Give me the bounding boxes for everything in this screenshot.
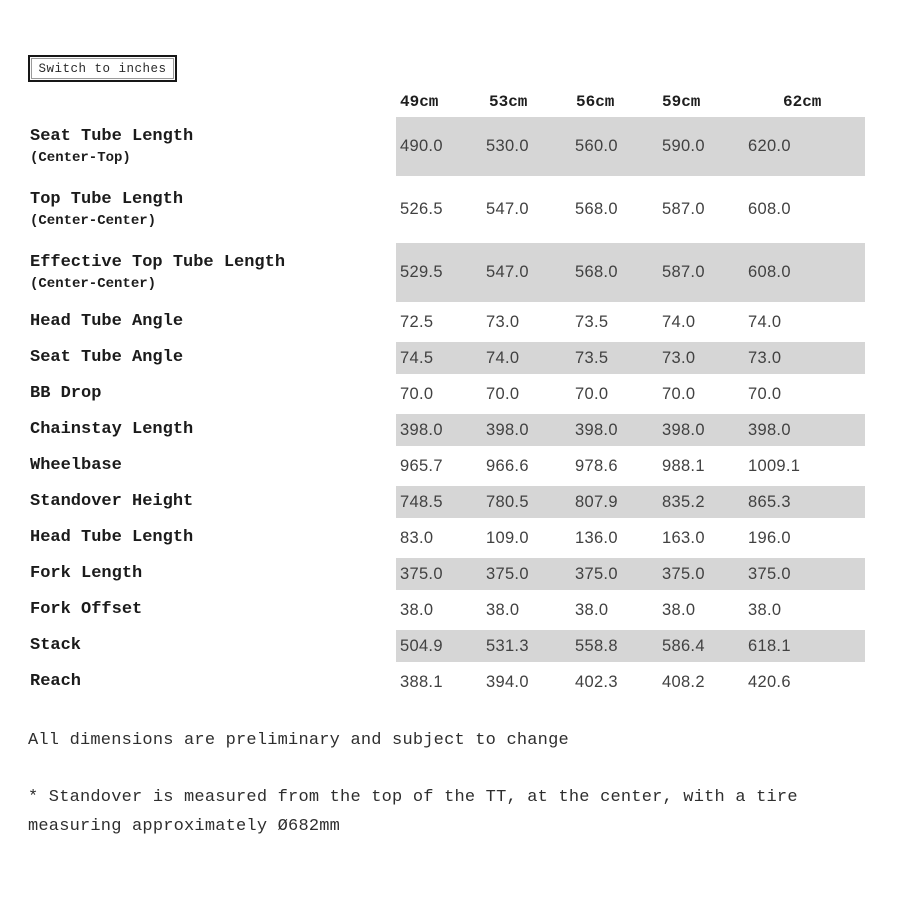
measurement-value: 398.0 [575, 420, 618, 439]
values-strip [396, 180, 865, 239]
table-row [28, 592, 865, 628]
measurement-value: 587.0 [662, 263, 705, 281]
table-row [28, 448, 865, 484]
measurement-value: 375.0 [400, 564, 443, 583]
measurement-label-cell [28, 412, 396, 448]
size-column-header: 62cm [783, 93, 822, 111]
measurement-value: 70.0 [575, 384, 609, 403]
measurement-value: 163.0 [662, 528, 705, 547]
values-strip [396, 117, 865, 176]
measurement-value: 547.0 [486, 200, 529, 218]
table-row [28, 520, 865, 556]
measurement-label-cell [28, 178, 396, 241]
measurement-value: 74.0 [486, 348, 520, 367]
measurement-sublabel: (Center-Center) [30, 212, 157, 229]
measurement-value: 531.3 [486, 636, 529, 655]
values-strip [396, 243, 865, 302]
measurement-label: BB Drop [30, 384, 102, 403]
disclaimer-text: All dimensions are preliminary and subject to change [28, 731, 569, 750]
measurement-value: 74.5 [400, 348, 434, 367]
measurement-value: 70.0 [748, 384, 782, 403]
measurement-value: 620.0 [748, 137, 791, 155]
measurement-value: 590.0 [662, 137, 705, 155]
measurement-value: 530.0 [486, 137, 529, 155]
measurement-label: Seat Tube Angle [30, 348, 184, 367]
measurement-value: 608.0 [748, 263, 791, 281]
measurement-value: 835.2 [662, 492, 705, 511]
measurement-label-cell [28, 304, 396, 340]
measurement-value: 618.1 [748, 636, 791, 655]
table-row [28, 376, 865, 412]
measurement-label-cell [28, 628, 396, 664]
measurement-value: 398.0 [662, 420, 705, 439]
measurement-value: 988.1 [662, 456, 705, 475]
measurement-value: 865.3 [748, 492, 791, 511]
measurement-sublabel: (Center-Top) [30, 149, 131, 166]
measurement-label: Standover Height [30, 492, 194, 511]
measurement-value: 73.5 [575, 348, 609, 367]
measurement-value: 38.0 [400, 600, 434, 619]
values-strip [396, 630, 865, 662]
measurement-label: Stack [30, 636, 82, 655]
measurement-label: Fork Length [30, 564, 143, 583]
values-strip [396, 378, 865, 410]
values-strip [396, 594, 865, 626]
measurement-label-cell [28, 241, 396, 304]
measurement-value: 83.0 [400, 528, 434, 547]
measurement-value: 74.0 [662, 312, 696, 331]
measurement-value: 965.7 [400, 456, 443, 475]
measurement-value: 978.6 [575, 456, 618, 475]
values-strip [396, 666, 865, 698]
table-row [28, 556, 865, 592]
measurement-label: Fork Offset [30, 600, 143, 619]
measurement-label: Seat Tube Length [30, 126, 194, 146]
values-strip [396, 450, 865, 482]
measurement-value: 560.0 [575, 137, 618, 155]
measurement-value: 394.0 [486, 672, 529, 691]
measurement-label-cell [28, 115, 396, 178]
measurement-label: Reach [30, 672, 82, 691]
table-row [28, 484, 865, 520]
measurement-label: Wheelbase [30, 456, 122, 475]
measurement-label-cell [28, 520, 396, 556]
geometry-page [28, 55, 900, 841]
measurement-value: 196.0 [748, 528, 791, 547]
measurement-value: 966.6 [486, 456, 529, 475]
measurement-value: 568.0 [575, 263, 618, 281]
values-strip [396, 414, 865, 446]
table-row [28, 628, 865, 664]
table-row [28, 340, 865, 376]
measurement-label: Chainstay Length [30, 420, 194, 439]
measurement-value: 136.0 [575, 528, 618, 547]
measurement-value: 420.6 [748, 672, 791, 691]
measurement-value: 780.5 [486, 492, 529, 511]
measurement-value: 73.0 [486, 312, 520, 331]
measurement-label-cell [28, 592, 396, 628]
values-strip [396, 558, 865, 590]
measurement-value: 504.9 [400, 636, 443, 655]
measurement-value: 375.0 [662, 564, 705, 583]
table-row [28, 412, 865, 448]
measurement-value: 807.9 [575, 492, 618, 511]
measurement-value: 73.0 [748, 348, 782, 367]
measurement-label: Head Tube Length [30, 528, 194, 547]
switch-to-inches-button[interactable]: Switch to inches [28, 55, 177, 82]
standover-footnote: * Standover is measured from the top of the TT, at the center, with a tire measuring approximately Ø682mm [28, 788, 798, 836]
measurement-value: 375.0 [575, 564, 618, 583]
measurement-value: 73.0 [662, 348, 696, 367]
measurement-label-cell [28, 664, 396, 700]
measurement-value: 375.0 [486, 564, 529, 583]
measurement-value: 568.0 [575, 200, 618, 218]
measurement-value: 402.3 [575, 672, 618, 691]
table-rows [28, 115, 865, 700]
measurement-value: 70.0 [486, 384, 520, 403]
measurement-label: Effective Top Tube Length [30, 252, 286, 272]
values-strip [396, 486, 865, 518]
size-column-header: 59cm [662, 93, 701, 111]
measurement-value: 408.2 [662, 672, 705, 691]
measurement-value: 586.4 [662, 636, 705, 655]
measurement-value: 38.0 [575, 600, 609, 619]
measurement-value: 398.0 [486, 420, 529, 439]
measurement-value: 375.0 [748, 564, 791, 583]
measurement-value: 74.0 [748, 312, 782, 331]
measurement-label-cell [28, 484, 396, 520]
values-strip [396, 342, 865, 374]
measurement-value: 388.1 [400, 672, 443, 691]
measurement-label: Head Tube Angle [30, 312, 184, 331]
measurement-sublabel: (Center-Center) [30, 275, 157, 292]
table-row [28, 178, 865, 241]
measurement-value: 70.0 [662, 384, 696, 403]
measurement-label-cell [28, 376, 396, 412]
geometry-table [28, 85, 865, 700]
measurement-value: 70.0 [400, 384, 434, 403]
measurement-value: 38.0 [748, 600, 782, 619]
measurement-value: 398.0 [400, 420, 443, 439]
measurement-value: 1009.1 [748, 456, 801, 475]
measurement-value: 587.0 [662, 200, 705, 218]
measurement-value: 72.5 [400, 312, 434, 331]
table-row [28, 115, 865, 178]
size-column-header: 49cm [400, 93, 439, 111]
measurement-value: 529.5 [400, 263, 443, 281]
values-strip [396, 306, 865, 338]
measurement-value: 398.0 [748, 420, 791, 439]
measurement-value: 608.0 [748, 200, 791, 218]
size-column-header: 56cm [576, 93, 615, 111]
measurement-value: 748.5 [400, 492, 443, 511]
table-row [28, 241, 865, 304]
measurement-value: 38.0 [662, 600, 696, 619]
table-row [28, 664, 865, 700]
measurement-label-cell [28, 448, 396, 484]
values-strip [396, 522, 865, 554]
measurement-value: 547.0 [486, 263, 529, 281]
measurement-value: 526.5 [400, 200, 443, 218]
measurement-value: 109.0 [486, 528, 529, 547]
measurement-value: 490.0 [400, 137, 443, 155]
measurement-label: Top Tube Length [30, 189, 184, 209]
measurement-value: 558.8 [575, 636, 618, 655]
size-header-row [28, 85, 865, 115]
measurement-value: 73.5 [575, 312, 609, 331]
measurement-label-cell [28, 340, 396, 376]
measurement-label-cell [28, 556, 396, 592]
table-row [28, 304, 865, 340]
size-column-header: 53cm [489, 93, 528, 111]
measurement-value: 38.0 [486, 600, 520, 619]
